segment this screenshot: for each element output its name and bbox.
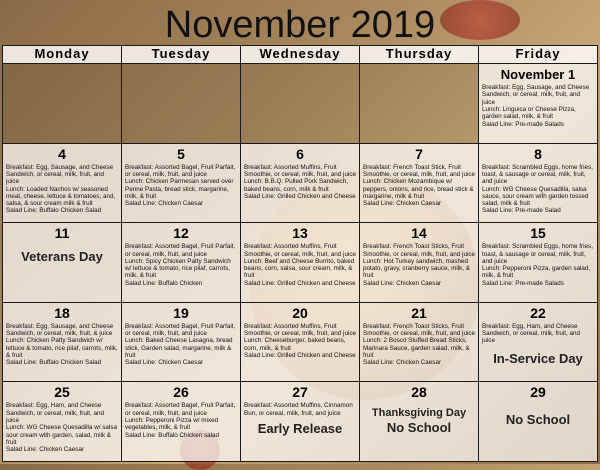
menu-text [3,162,121,215]
page-title: November 2019 [164,4,436,46]
menu-text [3,321,121,367]
salad-text: Salad Line: Buffalo Chicken Salad [6,207,102,215]
empty-day-cell [360,64,479,144]
salad-text: Salad Line: Grilled Chicken and Cheese [244,192,356,200]
menu-text [3,400,121,453]
lunch-text: Lunch: WG Cheese Quesadilla, salsa sauce, sour cream with garden tossed salad, milk & fruit [482,185,589,208]
lunch-text: Lunch: Chicken Patty Sandwich w/ lettuce & tomato, rice pilaf, carrots, milk, & fruit [6,337,118,359]
header-wednesday: Wednesday [241,46,360,64]
day-number: 5 [177,145,185,162]
menu-text [479,162,597,215]
lunch-text: Lunch: Chicken Mozambique w/ peppers, onions, and rice, bread stick & margarine, milk & fruit [363,178,474,200]
day-cell [122,223,241,303]
day-cell [241,143,360,223]
salad-text: Salad Line: Chicken Caesar [6,446,85,454]
lunch-text: Lunch: Loaded Nachos w/ seasoned meat, cheese, lettuce & tomatoes, and, salsa, & sour cream milk & fruit [6,185,116,208]
day-cell [3,382,122,462]
event-label: Veterans Day [21,249,103,265]
lunch-text: Lunch: WG Cheese Quesadilla w/ salsa sour cream with garden, salad, milk & fruit [6,424,117,446]
breakfast-text: Breakfast: Egg, Sausage, and Cheese Sandwich, or cereal, milk, fruit, & juice [6,322,114,338]
salad-text: Salad Line: Buffalo Chicken [125,279,203,287]
week-row [3,302,598,382]
breakfast-text: Breakfast: Assorted Bagel, Fruit Parfait, or cereal, milk, fruit, and juice [125,163,236,178]
day-number: 12 [173,225,189,242]
day-cell [241,302,360,382]
event-label: No School [505,412,571,428]
day-cell [122,302,241,382]
week-row [3,223,598,303]
lunch-text: Lunch: Beef and Cheese Burrito, baked beans, corn, salsa, sour cream, milk, & fruit [244,257,355,280]
day-cell [3,223,122,303]
lunch-text: Lunch: B.B.Q. Pulled Pork Sandwich, baked beans, corn, milk & fruit [244,178,348,193]
breakfast-text: Breakfast: Scrambled Eggs, home fries, toast, & sausage or cereal, milk, fruit, and juice [482,243,593,265]
salad-text: Salad Line: Chicken Caesar [125,359,204,367]
breakfast-text: Breakfast: Egg, Sausage, and Cheese Sandwich, or cereal, milk, fruit, and juice [6,163,114,186]
day-number: 18 [54,304,70,321]
day-cell [479,302,598,382]
day-cell [122,382,241,462]
menu-text [479,82,597,128]
lunch-text: Lunch: Spicy Chicken Patty Sandwich w/ lettuce & tomato, rice pilaf, carrots, milk, & fruit [125,257,231,280]
day-cell [479,64,598,144]
breakfast-text: Breakfast: Assorted Muffins, Cinnamon Bun, or cereal, milk, fruit, and juice [244,402,353,417]
day-number: 22 [530,304,546,321]
menu-text [360,241,478,287]
menu-text [479,321,597,345]
day-number: 21 [411,304,427,321]
event-label: No School [386,420,452,436]
week-row [3,143,598,223]
day-number: 8 [534,145,542,162]
breakfast-text: Breakfast: Assorted Bagel, Fruit Parfait, or cereal, milk, fruit, and juice [125,402,236,417]
menu-text [241,241,359,287]
day-number: 6 [296,145,304,162]
day-cell [241,382,360,462]
day-number: 26 [173,384,189,401]
menu-text [360,321,478,367]
salad-text: Salad Line: Pre-made Salads [482,279,564,287]
week-row [3,382,598,462]
day-cell [479,143,598,223]
lunch-text: Lunch: Chicken Parmesan served over Penne Pasta, bread stick, margarine, milk, & fruit [125,178,234,200]
day-number: 14 [411,225,427,242]
lunch-text: Lunch: Cheeseburger, baked beans, corn, milk, & fruit [244,337,346,352]
salad-text: Salad Line: Grilled Chicken and Cheese [244,279,356,287]
breakfast-text: Breakfast: Assorted Muffins, Fruit Smoothie, or cereal, milk, fruit, and juice [244,243,356,258]
menu-text [241,162,359,200]
salad-text: Salad Line: Chicken Caesar [363,279,442,287]
breakfast-text: Breakfast: French Toast Sticks, Fruit Smoothie, or cereal, milk, fruit, and juice [363,322,475,338]
menu-text [241,321,359,359]
day-number: 25 [54,384,70,401]
day-cell [360,143,479,223]
day-cell [241,223,360,303]
header-tuesday: Tuesday [122,46,241,64]
menu-text [479,241,597,287]
breakfast-text: Breakfast: Assorted Muffins, Fruit Smoothie, or cereal, milk, fruit, and juice [244,163,356,178]
menu-text [122,400,240,438]
empty-day-cell [3,64,122,144]
breakfast-text: Breakfast: Assorted Bagel, Fruit Parfait, or cereal, milk, fruit, and juice [125,322,236,338]
lunch-text: Lunch: Pepperoni Pizza, garden salad, milk, & fruit [482,265,591,280]
salad-text: Salad Line: Pre-made Salads [482,120,564,128]
day-number: 27 [292,384,308,401]
breakfast-text: Breakfast: Egg, Sausage, and Cheese Sandwich, or cereal, milk, fruit, and juice [482,84,590,106]
day-cell [360,382,479,462]
salad-text: Salad Line: Buffalo Chicken salad [125,431,220,439]
day-number: 28 [411,384,427,401]
breakfast-text: Breakfast: French Toast Sticks, Fruit Smoothie, or cereal, milk, fruit, and juice [363,243,475,258]
menu-text [241,400,359,417]
salad-text: Salad Line: Chicken Caesar [363,200,442,208]
day-cell [479,382,598,462]
header-monday: Monday [3,46,122,64]
day-number: 11 [54,225,70,242]
breakfast-text: Breakfast: Scrambled Eggs, home fries, toast, & sausage or cereal, milk, fruit, and juice [482,163,593,186]
breakfast-text: Breakfast: Assorted Bagel, Fruit Parfait, or cereal, milk, fruit, and juice [125,243,236,258]
lunch-text: Lunch: Pepperoni Pizza w/ mixed vegetables, milk, & fruit [125,416,219,432]
day-cell [3,302,122,382]
event-label: In-Service Day [493,350,583,366]
lunch-text: Lunch: Hot Turkey sandwich, mashed potato, gravy, cranberry sauce, milk, & fruit [363,257,470,280]
salad-text: Salad Line: Buffalo Chicken Salad [6,359,102,367]
lunch-text: Lunch: 2 Bosco Stuffed Bread Sticks, Marinara Sauce, garden salad, milk, & fruit [363,337,470,359]
day-number: 19 [173,304,189,321]
empty-day-cell [241,64,360,144]
breakfast-text: Breakfast: French Toast Stick, Fruit Smoothie, or cereal, milk, fruit, and juice [363,163,475,178]
calendar-grid [2,45,598,462]
week-row [3,64,598,144]
menu-text [360,162,478,208]
salad-text: Salad Line: Chicken Caesar [363,359,442,367]
day-number: 15 [530,225,546,242]
day-number: 20 [292,304,308,321]
lunch-text: Lunch: Linguica or Cheese Pizza, garden salad, milk, & fruit [482,106,576,121]
day-number: November 1 [500,67,576,83]
event-label: Early Release [257,420,343,436]
day-cell [122,143,241,223]
menu-text [122,241,240,287]
day-number: 4 [58,145,66,162]
day-cell [479,223,598,303]
weekday-header-row [3,46,598,64]
header-friday: Friday [479,46,598,64]
empty-day-cell [122,64,241,144]
day-cell [360,302,479,382]
day-cell [3,143,122,223]
day-cell [360,223,479,303]
salad-text: Salad Line: Pre-made Salad [482,207,561,215]
salad-text: Salad Line: Grilled Chicken and Cheese [244,352,356,359]
salad-text: Salad Line: Chicken Caesar [125,200,204,208]
header-thursday: Thursday [360,46,479,64]
event-label: Thanksgiving Day [371,407,467,420]
day-number: 7 [415,145,423,162]
day-number: 29 [530,384,546,401]
breakfast-text: Breakfast: Assorted Muffins, Fruit Smoothie, or cereal, milk, fruit, and juice [244,322,356,338]
lunch-text: Lunch: Baked Cheese Lasagna, bread stick, Garden salad, margarine, milk & fruit [125,337,233,359]
menu-text [122,321,240,367]
breakfast-text: Breakfast: Egg, Ham, and Cheese Sandwich, or cereal, milk, fruit, and juice [6,402,104,424]
day-number: 13 [292,225,308,242]
menu-text [122,162,240,208]
breakfast-text: Breakfast: Egg, Ham, and Cheese Sandwich, or cereal, milk, fruit, and juice [482,322,580,345]
